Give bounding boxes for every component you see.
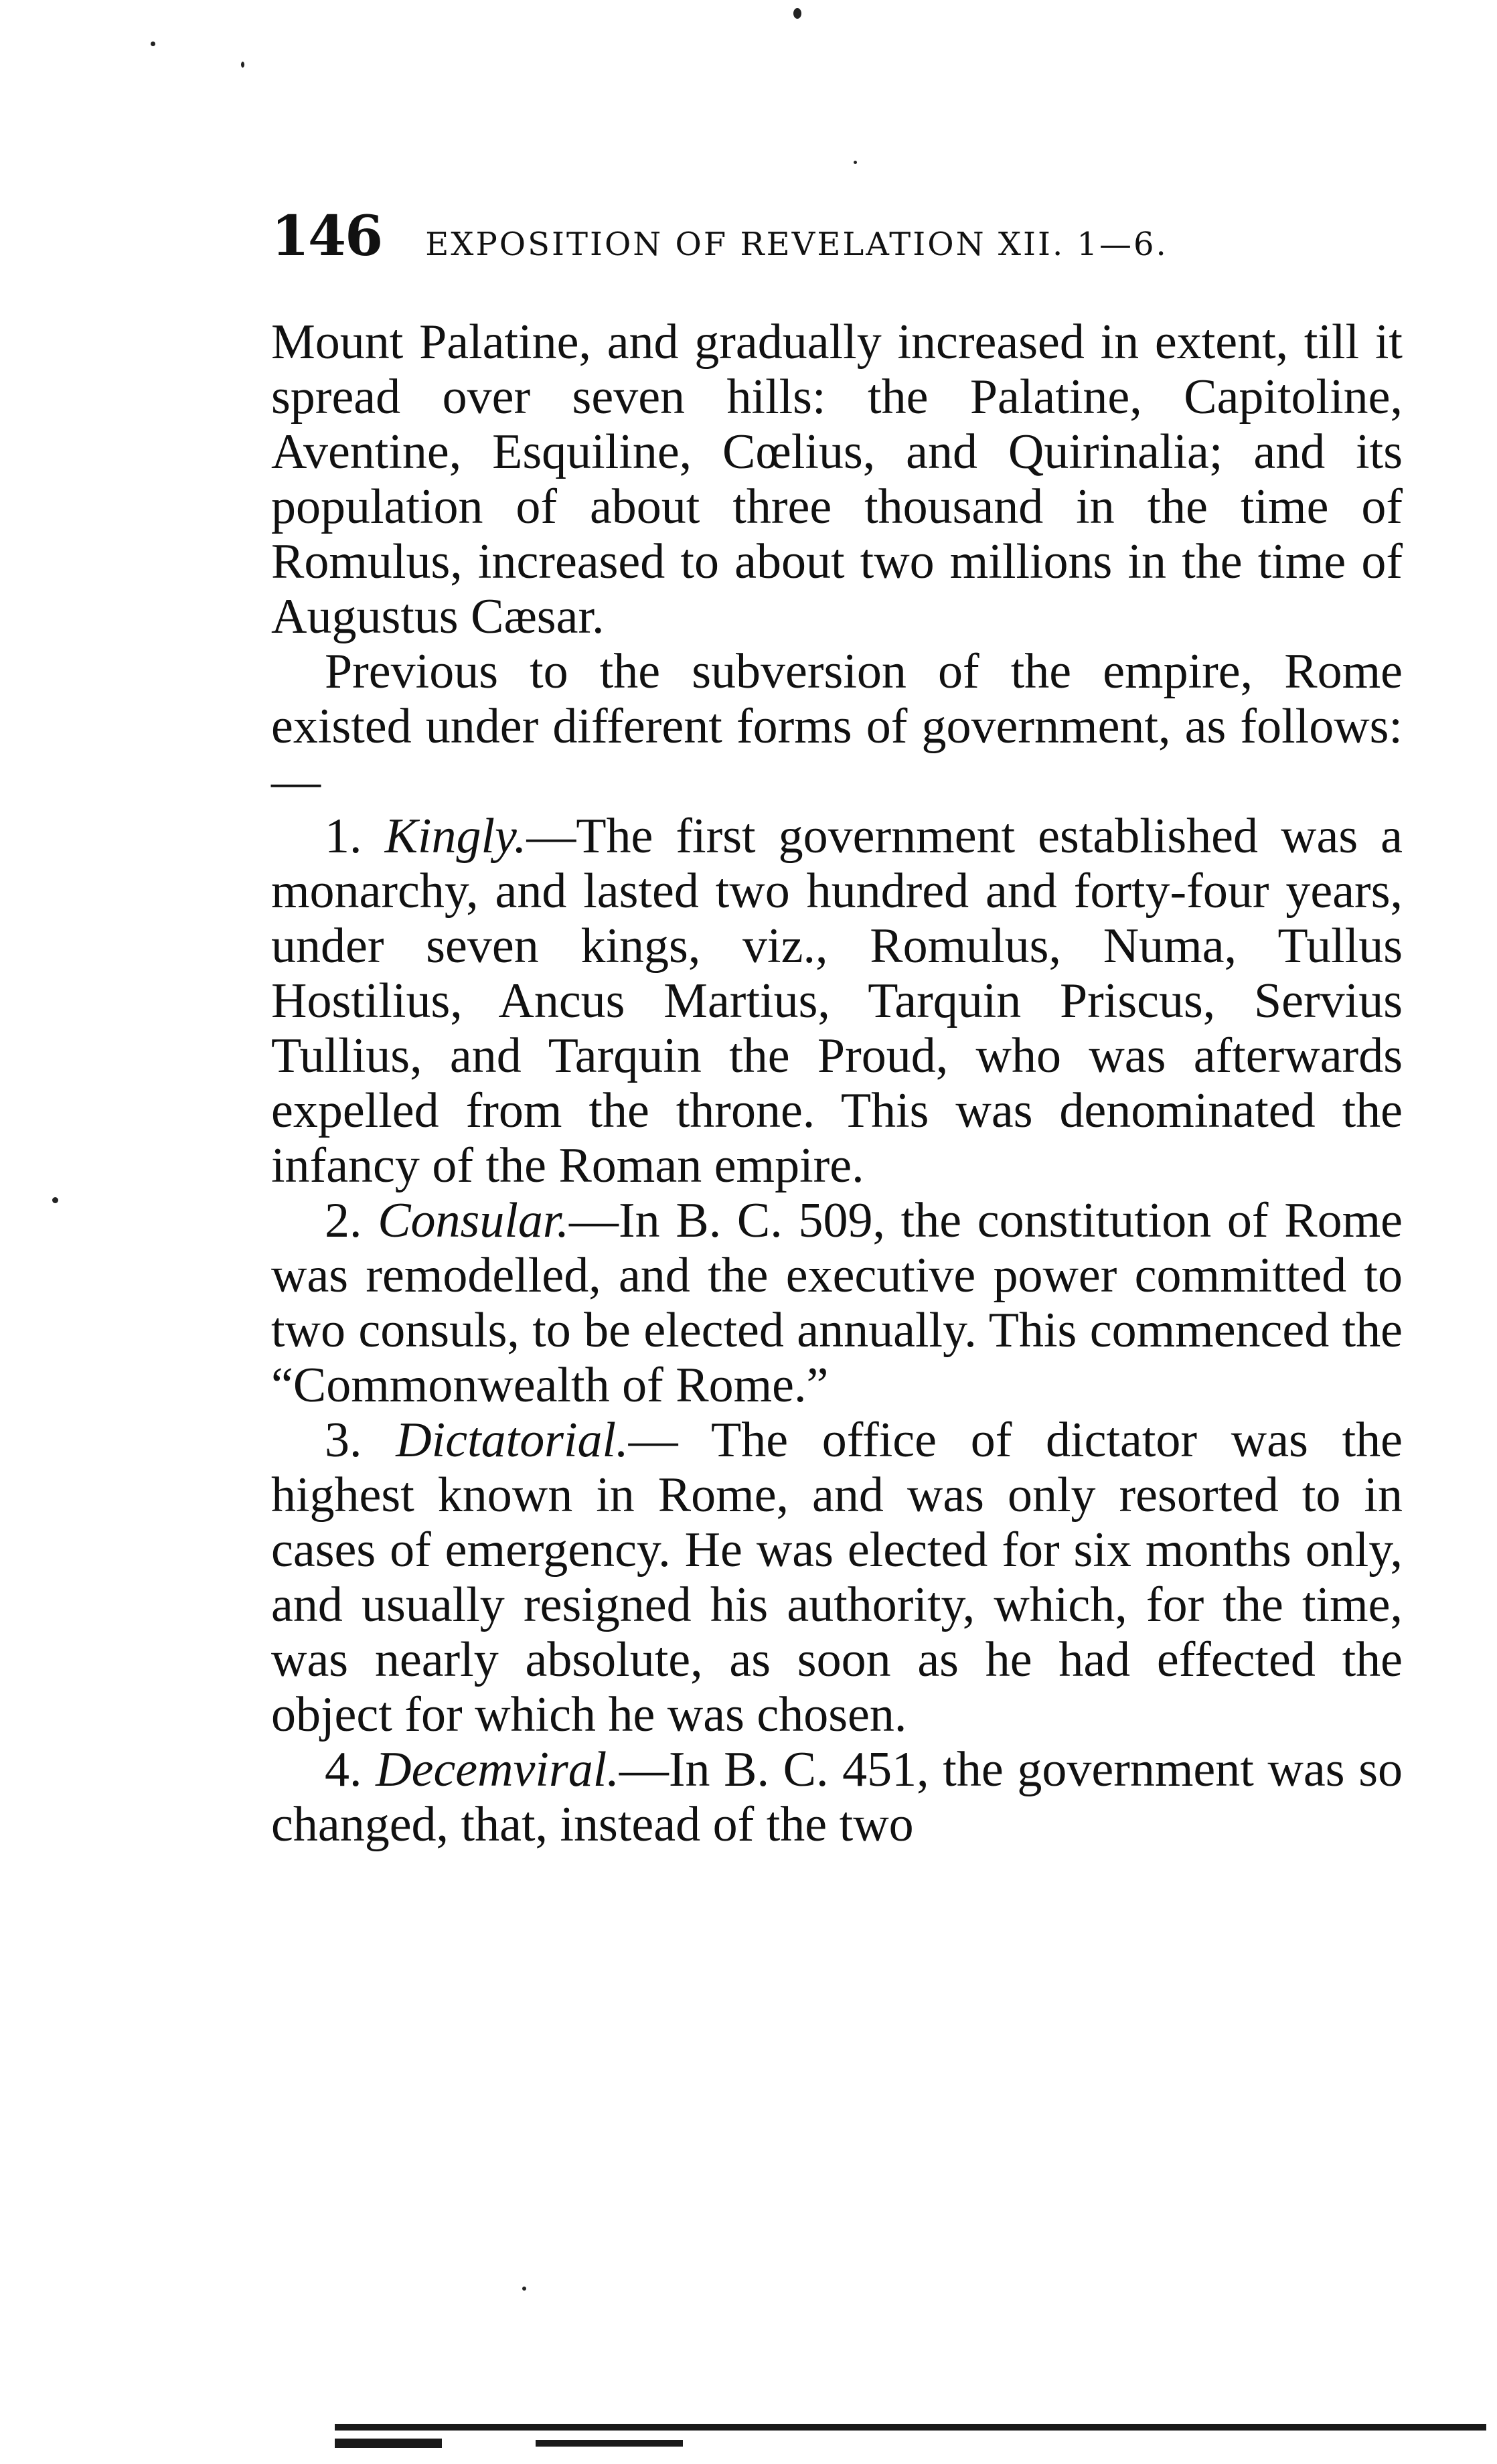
item-number: 4. bbox=[325, 1742, 362, 1797]
scan-speck bbox=[793, 8, 801, 19]
paragraph-consular bbox=[271, 1193, 1403, 1413]
scan-speck bbox=[854, 161, 857, 164]
body-text bbox=[271, 315, 1403, 1852]
paragraph-text: — The office of dictator was the highest known in Rome, and was only resorted to in cases of emergency. He was elected for six months only, and usually resigned his authority, which, for the time, was nearly absolute, as soon as he had effected the object for which he was chosen. bbox=[271, 1413, 1403, 1742]
page-header bbox=[271, 204, 1376, 278]
paragraph-text: —The first government established was a monarchy, and lasted two hundred and forty-four years, under seven kings, viz., Romulus, Numa, Tullus Hostilius, Ancus Martius, Tarquin Priscus, Servius Tullius, and Tarquin the Proud, who was afterwards expelled from the throne. This was denominated the infancy of the Roman empire. bbox=[271, 809, 1403, 1193]
paragraph-text: Previous to the subversion of the empire, Rome existed under different forms of government, as follows: — bbox=[271, 644, 1403, 809]
scan-speck bbox=[522, 2287, 526, 2291]
item-heading: Dictatorial. bbox=[396, 1413, 629, 1468]
item-number: 3. bbox=[325, 1413, 362, 1468]
item-number: 1. bbox=[325, 809, 362, 864]
paragraph-rome-hills bbox=[271, 315, 1403, 644]
scan-speck bbox=[52, 1197, 58, 1203]
paragraph-decemviral bbox=[271, 1742, 1403, 1852]
item-heading: Decemviral. bbox=[376, 1742, 619, 1797]
bottom-rule-fragment bbox=[335, 2439, 442, 2448]
item-heading: Consular. bbox=[378, 1193, 570, 1248]
item-number: 2. bbox=[325, 1193, 362, 1248]
item-heading: Kingly. bbox=[384, 809, 527, 864]
paragraph-text: —In B. C. 509, the constitution of Rome was remodelled, and the executive power committed to two consuls, to be elected annually. This commenced the “Commonwealth of Rome.” bbox=[271, 1193, 1403, 1413]
paragraph-dictatorial bbox=[271, 1413, 1403, 1742]
scan-speck bbox=[151, 42, 155, 46]
paragraph-kingly bbox=[271, 809, 1403, 1193]
scan-speck bbox=[241, 62, 244, 68]
page-number: 146 bbox=[271, 204, 382, 268]
paragraph-forms-of-government bbox=[271, 644, 1403, 809]
bottom-rule bbox=[335, 2424, 1486, 2431]
paragraph-text: —In B. C. 451, the government was so changed, that, instead of the two bbox=[271, 1742, 1403, 1852]
bottom-rule-fragment bbox=[536, 2440, 683, 2447]
paragraph-text: Mount Palatine, and gradually increased in extent, till it spread over seven hills: the Palatine, Capitoline, Aventine, Esquiline, Cœlius, and Quirinalia; and its population of about three thousand in the time of Romulus, increased to about two millions in the time of Augustus Cæsar. bbox=[271, 315, 1403, 644]
running-head: EXPOSITION OF REVELATION XII. 1—6. bbox=[425, 226, 1168, 263]
